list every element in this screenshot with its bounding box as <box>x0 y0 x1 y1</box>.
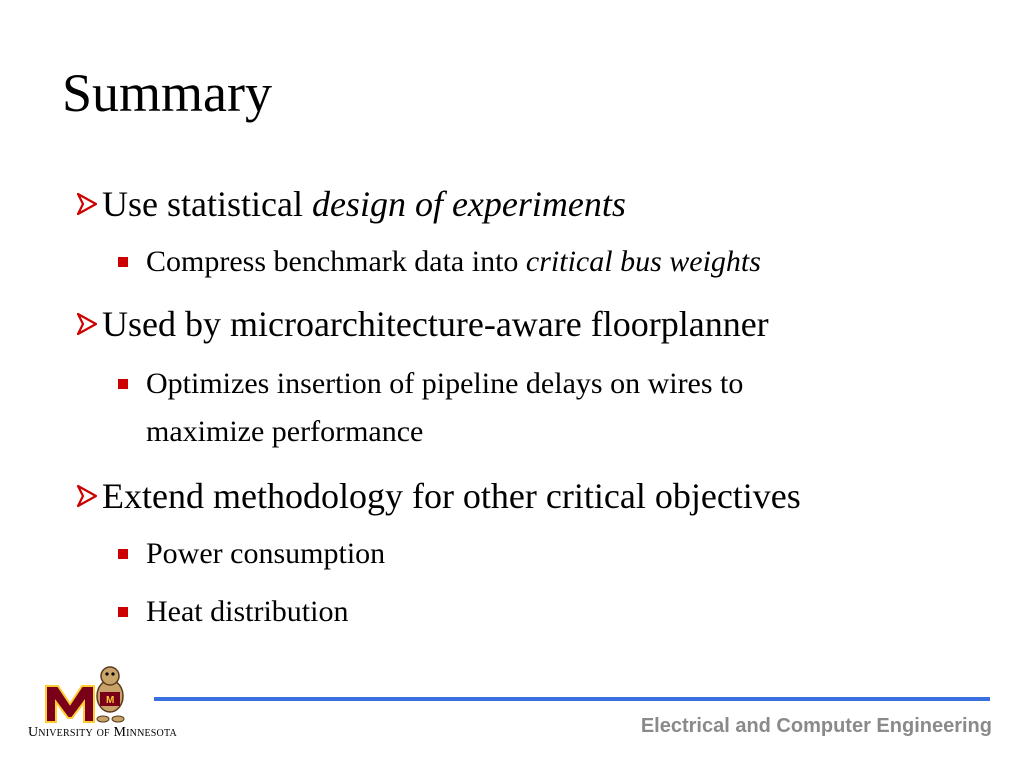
university-logo-icon <box>28 664 200 724</box>
arrow-bullet-icon <box>74 191 100 217</box>
square-bullet-icon <box>118 607 128 617</box>
arrow-bullet-icon <box>74 311 100 337</box>
slide-title: Summary <box>62 63 272 123</box>
logo-caption: University of Minnesota <box>28 725 177 740</box>
sub-bullet-text: Power consumption <box>146 537 386 570</box>
square-bullet-icon <box>118 257 128 267</box>
sub-bullet-text: Heat distribution <box>146 595 349 628</box>
sub-bullet-text-line1: Optimizes insertion of pipeline delays on wires to <box>146 367 744 400</box>
bullet-text: Used by microarchitecture-aware floorplanner <box>102 304 769 344</box>
square-bullet-icon <box>118 549 128 559</box>
university-logo <box>28 664 200 744</box>
arrow-bullet-icon <box>74 483 100 509</box>
sub-bullet-text: Compress benchmark data into critical bus weights <box>146 245 761 278</box>
bullet-text: Extend methodology for other critical objectives <box>102 476 801 516</box>
svg-text:M: M <box>106 695 115 706</box>
sub-bullet-text-line2: maximize performance <box>146 415 424 448</box>
footer-divider <box>154 697 990 701</box>
square-bullet-icon <box>118 379 128 389</box>
department-name: Electrical and Computer Engineering <box>640 715 992 737</box>
bullet-text: Use statistical design of experiments <box>102 184 626 224</box>
